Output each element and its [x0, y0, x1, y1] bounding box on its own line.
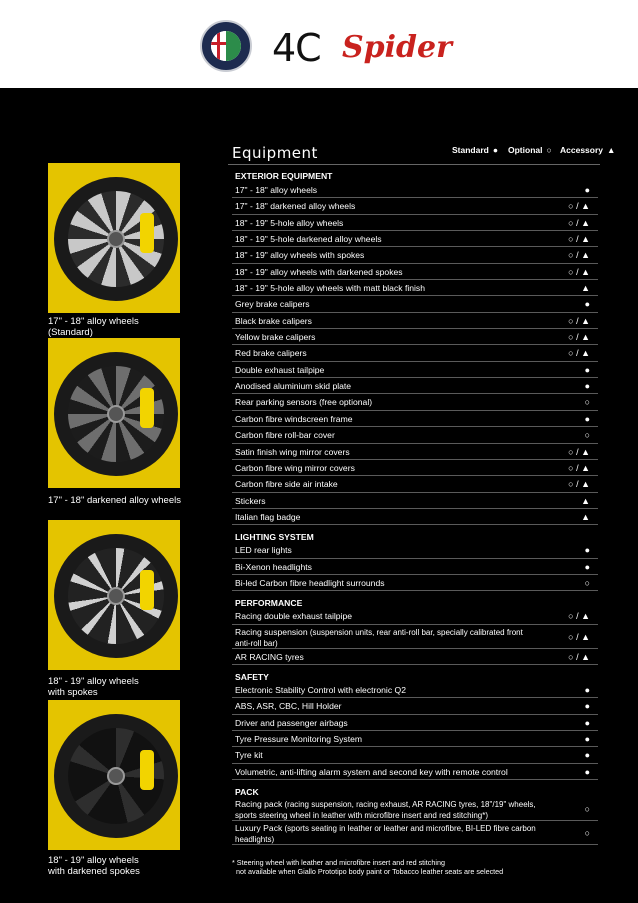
availability-symbol: ●: [584, 750, 590, 761]
equipment-row: [232, 264, 598, 280]
optional-circle-icon: ○: [546, 145, 552, 155]
equipment-label: [235, 767, 538, 777]
equipment-label: [235, 267, 538, 277]
footnote: * Steering wheel with leather and microfibre insert and red stitching not available when Giallo Prototipo body paint or Tobacco leather seats are selected: [232, 858, 504, 876]
equipment-label: [235, 611, 538, 621]
wheel-image-1: [48, 163, 180, 313]
equipment-name: Volumetric, anti-lifting alarm system and second key with remote control: [235, 766, 508, 777]
equipment-row: [232, 198, 598, 214]
equipment-detail: (sports seating in leather or leather and microfibre, BI-LED fibre carbon headlights): [235, 824, 536, 844]
equipment-label: [235, 430, 538, 440]
section-header: [232, 525, 598, 542]
equipment-label: [235, 283, 538, 293]
legend-standard: [452, 145, 498, 155]
equipment-row: [232, 649, 598, 665]
equipment-name: Anodised aluminium skid plate: [235, 381, 352, 392]
equipment-label: [235, 185, 538, 195]
section-title: EXTERIOR EQUIPMENT: [235, 171, 333, 181]
equipment-name: Racing double exhaust tailpipe: [235, 611, 353, 622]
equipment-table: [232, 168, 598, 845]
equipment-label: [235, 799, 538, 821]
equipment-row: [232, 345, 598, 361]
section-title: SAFETY: [235, 671, 269, 682]
equipment-row: [232, 280, 598, 296]
equipment-name: LED rear lights: [235, 545, 292, 556]
equipment-label: [235, 218, 538, 228]
equipment-row: [232, 296, 598, 312]
availability-symbol: ○: [584, 397, 590, 408]
equipment-row: [232, 625, 598, 649]
section-title: LIGHTING SYSTEM: [235, 532, 314, 543]
equipment-row: [232, 747, 598, 763]
equipment-name: 18" - 19" 5-hole alloy wheels with matt black finish: [235, 283, 426, 294]
equipment-label: [235, 234, 538, 244]
equipment-row: [232, 797, 598, 821]
availability-symbol: ○: [584, 804, 590, 814]
legend-accessory-label: Accessory: [560, 145, 604, 155]
equipment-label: [235, 447, 538, 457]
equipment-name: 18" - 19" 5-hole darkened alloy wheels: [235, 234, 382, 245]
header-divider: [228, 164, 600, 165]
equipment-name: 17" - 18" alloy wheels: [235, 185, 318, 195]
availability-symbol: ●: [584, 299, 590, 310]
equipment-name: 18" - 19" alloy wheels with spokes: [235, 250, 365, 261]
availability-symbol: ●: [584, 364, 590, 375]
equipment-row: [232, 313, 598, 329]
availability-symbol: ○ / ▲: [568, 462, 590, 473]
equipment-row: [232, 559, 598, 575]
equipment-name: Racing suspension: [235, 626, 308, 637]
equipment-name: Bi-Xenon headlights: [235, 561, 312, 572]
equipment-label: [235, 348, 538, 358]
availability-symbol: ○ / ▲: [568, 479, 590, 490]
equipment-name: 17" - 18" darkened alloy wheels: [235, 201, 356, 212]
availability-symbol: ○ / ▲: [568, 332, 590, 343]
equipment-row: [232, 460, 598, 476]
section-header: [232, 780, 598, 797]
availability-symbol: ▲: [581, 283, 590, 294]
section-title: PACK: [235, 787, 259, 797]
availability-symbol: ○ / ▲: [568, 446, 590, 457]
equipment-label: [235, 250, 538, 260]
equipment-row: [232, 682, 598, 698]
equipment-name: Italian flag badge: [235, 511, 301, 522]
model-name-4c: 4C: [272, 26, 321, 70]
section-header: [232, 665, 598, 682]
wheel-image-3: [48, 520, 180, 670]
equipment-row: [232, 215, 598, 231]
availability-symbol: ○ / ▲: [568, 611, 590, 622]
equipment-name: Tyre Pressure Monitoring System: [235, 733, 363, 744]
availability-symbol: ●: [584, 545, 590, 556]
legend-accessory: [560, 145, 615, 155]
availability-symbol: ▲: [581, 511, 590, 522]
equipment-row: [232, 378, 598, 394]
equipment-row: [232, 715, 598, 731]
equipment-label: [235, 562, 538, 572]
accessory-triangle-icon: ▲: [607, 145, 616, 155]
availability-symbol: ○ / ▲: [568, 631, 590, 642]
availability-symbol: ●: [584, 717, 590, 728]
wheel-caption-4: 18" - 19" alloy wheels with darkened spokes: [48, 855, 140, 877]
equipment-label: [235, 201, 538, 211]
equipment-label: [235, 397, 538, 407]
equipment-name: 18" - 19" alloy wheels with darkened spokes: [235, 266, 403, 277]
equipment-row: [232, 427, 598, 443]
equipment-row: [232, 444, 598, 460]
equipment-label: [235, 316, 538, 326]
equipment-label: [235, 496, 538, 506]
equipment-label: [235, 701, 538, 711]
equipment-label: [235, 299, 538, 309]
availability-symbol: ●: [584, 766, 590, 777]
availability-symbol: ●: [584, 684, 590, 695]
equipment-row: [232, 509, 598, 525]
wheel-caption-3: 18" - 19" alloy wheels with spokes: [48, 676, 139, 698]
equipment-name: AR RACING tyres: [235, 651, 304, 662]
availability-symbol: ○: [584, 828, 590, 838]
equipment-row: [232, 476, 598, 492]
equipment-row: [232, 731, 598, 747]
equipment-name: Luxury Pack: [235, 823, 283, 833]
equipment-row: [232, 362, 598, 378]
legend-optional-label: Optional: [508, 145, 543, 155]
wheel-caption-2: 17" - 18" darkened alloy wheels: [48, 495, 181, 506]
equipment-name: Tyre kit: [235, 750, 263, 761]
section-header: [232, 591, 598, 608]
availability-symbol: ○: [584, 577, 590, 588]
equipment-title: Equipment: [232, 144, 318, 162]
equipment-row: [232, 608, 598, 624]
legend-optional: [508, 145, 552, 155]
equipment-label: [235, 718, 538, 728]
equipment-name: 18" - 19" 5-hole alloy wheels: [235, 217, 344, 228]
equipment-name: Carbon fibre roll-bar cover: [235, 430, 335, 441]
equipment-name: Rear parking sensors (free optional): [235, 397, 373, 408]
availability-symbol: ○ / ▲: [568, 315, 590, 326]
equipment-row: [232, 231, 598, 247]
availability-symbol: ○: [584, 430, 590, 441]
equipment-label: [235, 463, 538, 473]
equipment-detail: (racing suspension, racing exhaust, AR RACING tyres, 18"/19" wheels, sports steering wheel in leather with microfibre insert and red stitching*): [235, 800, 536, 820]
equipment-row: [232, 698, 598, 714]
availability-symbol: ●: [584, 561, 590, 572]
model-name-spider: Spider: [342, 30, 452, 65]
equipment-label: [235, 652, 538, 662]
equipment-name: Double exhaust tailpipe: [235, 364, 325, 375]
availability-symbol: ○ / ▲: [568, 651, 590, 662]
availability-symbol: ●: [584, 701, 590, 712]
equipment-row: [232, 247, 598, 263]
availability-symbol: ●: [584, 413, 590, 424]
equipment-name: ABS, ASR, CBC, Hill Holder: [235, 701, 342, 712]
equipment-row: [232, 575, 598, 591]
availability-symbol: ●: [584, 733, 590, 744]
equipment-label: [235, 734, 538, 744]
equipment-label: [235, 627, 538, 649]
availability-symbol: ○ / ▲: [568, 266, 590, 277]
equipment-row: [232, 764, 598, 780]
equipment-row: [232, 329, 598, 345]
equipment-name: Electronic Stability Control with electronic Q2: [235, 684, 406, 695]
equipment-name: Carbon fibre wing mirror covers: [235, 462, 355, 473]
equipment-label: [235, 578, 538, 588]
equipment-name: Black brake calipers: [235, 315, 312, 326]
equipment-label: [235, 685, 538, 695]
equipment-detail: (suspension units, rear anti-roll bar, specially calibrated front anti-roll bar): [235, 627, 523, 648]
equipment-name: Red brake calipers: [235, 348, 307, 359]
availability-symbol: ○ / ▲: [568, 234, 590, 245]
equipment-row: [232, 493, 598, 509]
equipment-row: [232, 821, 598, 845]
equipment-row: [232, 411, 598, 427]
standard-dot-icon: ●: [492, 145, 498, 155]
equipment-name: Grey brake calipers: [235, 299, 310, 310]
equipment-name: Racing pack: [235, 799, 283, 809]
equipment-name: Driver and passenger airbags: [235, 717, 348, 728]
wheel-image-2: [48, 338, 180, 488]
equipment-name: Stickers: [235, 495, 266, 506]
equipment-label: [235, 750, 538, 760]
availability-symbol: ○ / ▲: [568, 201, 590, 212]
equipment-name: Yellow brake calipers: [235, 332, 316, 343]
equipment-label: [235, 365, 538, 375]
legend-standard-label: Standard: [452, 145, 489, 155]
availability-symbol: ○ / ▲: [568, 250, 590, 261]
availability-symbol: ○ / ▲: [568, 348, 590, 359]
equipment-label: [235, 414, 538, 424]
wheel-image-4: [48, 700, 180, 850]
section-header: [232, 168, 598, 182]
equipment-label: [235, 545, 538, 555]
equipment-name: Bi-led Carbon fibre headlight surrounds: [235, 577, 385, 588]
availability-symbol: ●: [584, 381, 590, 392]
equipment-row: [232, 394, 598, 410]
wheel-caption-1: 17" - 18" alloy wheels (Standard): [48, 316, 139, 338]
equipment-name: Carbon fibre side air intake: [235, 479, 338, 490]
alfa-romeo-logo-icon: [200, 20, 252, 72]
equipment-label: [235, 512, 538, 522]
equipment-label: [235, 823, 538, 845]
section-title: PERFORMANCE: [235, 598, 303, 609]
availability-symbol: ▲: [581, 495, 590, 506]
equipment-row: [232, 542, 598, 558]
equipment-name: Carbon fibre windscreen frame: [235, 413, 353, 424]
header: [0, 0, 638, 88]
equipment-row: [232, 182, 598, 198]
equipment-name: Satin finish wing mirror covers: [235, 446, 350, 457]
availability-symbol: ○ / ▲: [568, 217, 590, 228]
equipment-label: [235, 332, 538, 342]
equipment-label: [235, 479, 538, 489]
availability-symbol: ●: [584, 185, 590, 195]
equipment-label: [235, 381, 538, 391]
